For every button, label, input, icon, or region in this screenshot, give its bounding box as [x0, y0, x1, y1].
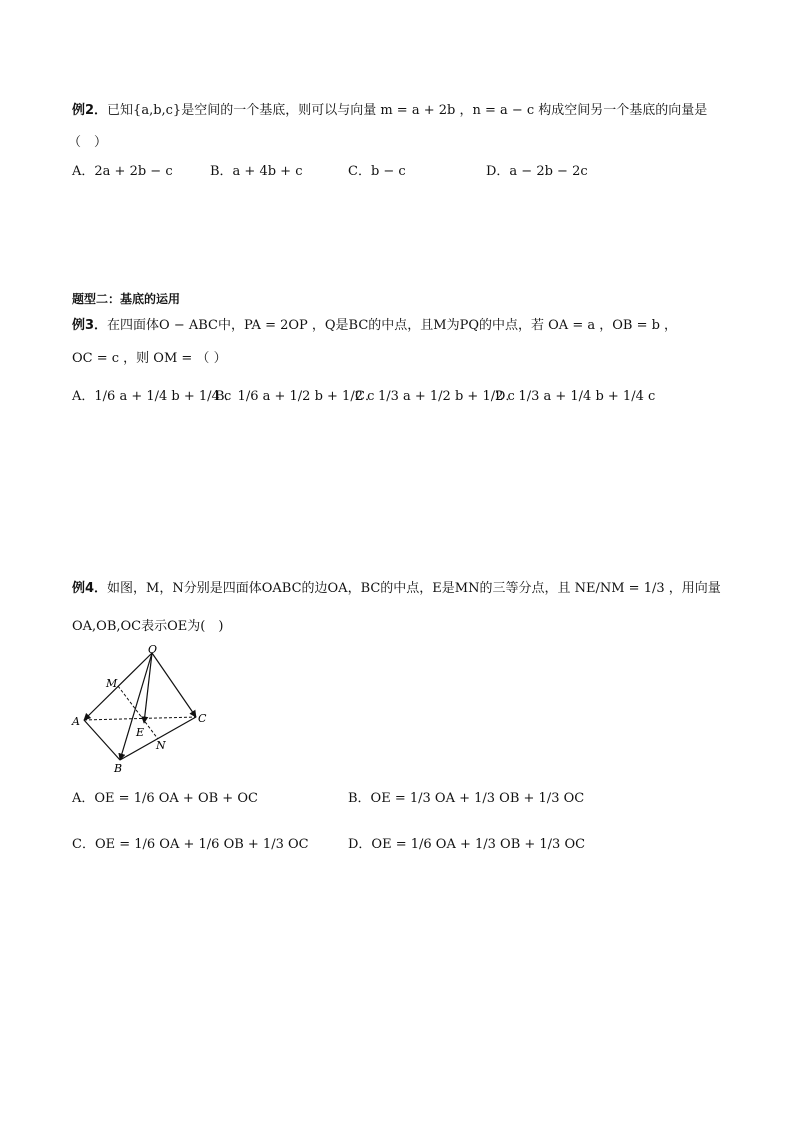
- ex4-text-1: 如图，M，N分别是四面体OABC的边OA，BC的中点，E是MN的三等分点，且 NE/NM = 1/3 ，用向量: [107, 581, 721, 596]
- ex3-label: 例3．: [72, 318, 108, 333]
- ex3-option-a[interactable]: A．1/6 a + 1/4 b + 1/4 c: [72, 389, 232, 404]
- ex2-option-a[interactable]: A．2a + 2b − c: [72, 164, 173, 179]
- ex4-option-c[interactable]: C．OE = 1/6 OA + 1/6 OB + 1/3 OC: [72, 837, 309, 852]
- edge-oe: [144, 653, 152, 723]
- edge-ac-dashed: [84, 717, 196, 720]
- ex3-option-d[interactable]: D．1/3 a + 1/4 b + 1/4 c: [495, 389, 656, 404]
- edge-oc: [152, 653, 196, 717]
- ex4-label: 例4．: [72, 581, 108, 596]
- ex4-option-b[interactable]: B．OE = 1/3 OA + 1/3 OB + 1/3 OC: [348, 791, 585, 806]
- ex4-stem-line2: OA,OB,OC表示OE为( ): [72, 619, 224, 634]
- ex3-option-c[interactable]: C．1/3 a + 1/2 b + 1/2 c: [355, 389, 515, 404]
- ex4-stem-line1: [72, 580, 721, 598]
- ex3-text-1: 在四面体O − ABC中，PA = 2OP ，Q是BC的中点，且M为PQ的中点，若 OA = a ，OB = b ，: [107, 318, 678, 333]
- ex2-label: 例2．: [72, 103, 108, 118]
- ex2-option-c[interactable]: C．b − c: [348, 164, 406, 179]
- label-c: C: [198, 712, 207, 725]
- ex3-option-b[interactable]: B．1/6 a + 1/2 b + 1/2 c: [215, 389, 375, 404]
- edge-ab: [84, 720, 120, 760]
- ex2-paren: （ ）: [68, 135, 108, 150]
- ex2-option-b[interactable]: B．a + 4b + c: [210, 164, 303, 179]
- ex4-option-a[interactable]: A．OE = 1/6 OA + OB + OC: [72, 791, 258, 806]
- ex2-text: 已知{a,b,c}是空间的一个基底，则可以与向量 m = a + 2b ，n = a − c 构成空间另一个基底的向量是: [107, 103, 708, 118]
- label-a: A: [72, 715, 80, 728]
- label-n: N: [156, 739, 166, 752]
- label-m: M: [106, 677, 118, 690]
- ex3-stem-line2: OC = c ，则 OM = （ ）: [72, 351, 227, 366]
- label-e: E: [136, 726, 145, 739]
- label-b: B: [114, 762, 123, 775]
- tetrahedron-figure: [70, 645, 230, 775]
- ex3-stem-line1: [72, 317, 677, 335]
- ex4-option-d[interactable]: D．OE = 1/6 OA + 1/3 OB + 1/3 OC: [348, 837, 586, 852]
- section-title-type2: 题型二：基底的运用: [72, 292, 181, 306]
- label-o: O: [148, 645, 158, 656]
- ex2-option-d[interactable]: D．a − 2b − 2c: [486, 164, 588, 179]
- ex2-stem: [72, 102, 707, 120]
